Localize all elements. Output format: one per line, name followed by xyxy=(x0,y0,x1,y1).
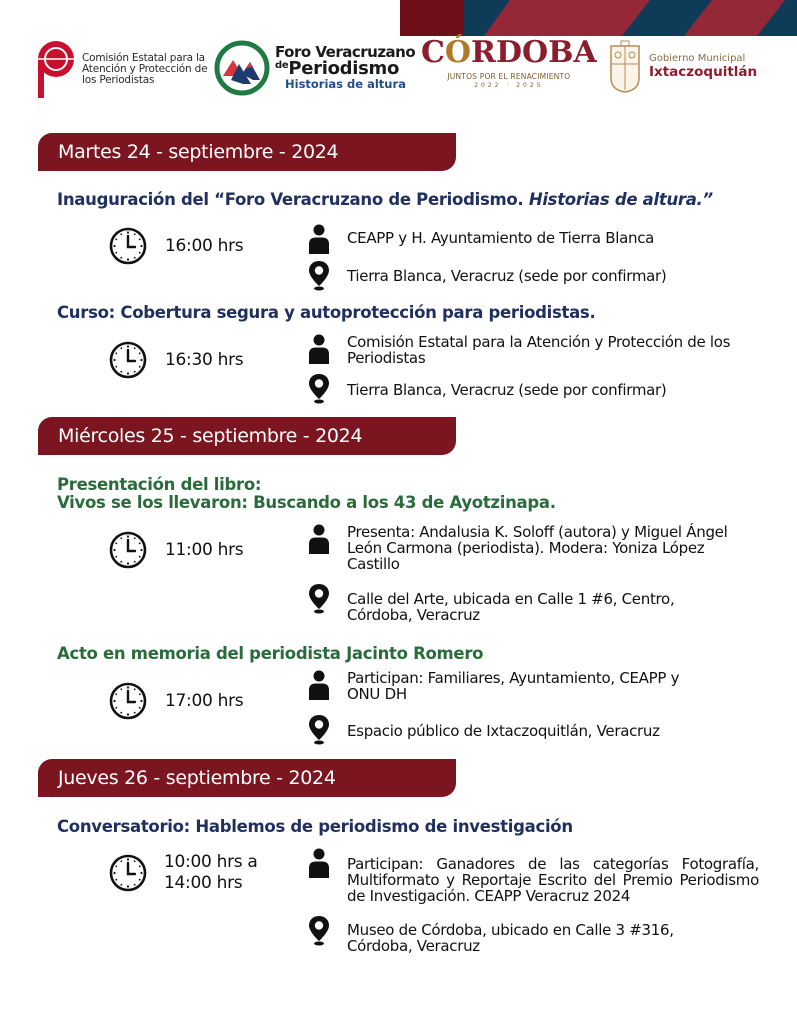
location-pin-icon xyxy=(307,373,331,405)
event-time xyxy=(108,226,243,266)
clock-icon xyxy=(108,226,148,266)
event-participants xyxy=(307,670,707,702)
event-location-text: Tierra Blanca, Veracruz (sede por confirmar) xyxy=(347,381,667,399)
event-time-text: 17:00 hrs xyxy=(165,690,244,711)
person-icon xyxy=(307,848,331,880)
event-location xyxy=(307,915,717,954)
ceapp-name-line3: los Periodistas xyxy=(82,73,155,86)
person-icon xyxy=(307,670,331,702)
event-organizer-text: Comisión Estatal para la Atención y Protección de los Periodistas xyxy=(347,333,731,367)
ixtaczoquitlan-shield-icon xyxy=(607,40,643,94)
day-header-martes: Martes 24 - septiembre - 2024 xyxy=(38,133,456,171)
location-pin-icon xyxy=(307,714,331,746)
event-presenters-text: Presenta: Andalusia K. Soloff (autora) y Miguel Ángel León Carmona (periodista). Modera: Yoniza López Castillo xyxy=(347,523,728,573)
clock-icon xyxy=(108,853,148,893)
event-presenters xyxy=(307,524,742,572)
foro-logo xyxy=(214,40,415,96)
foro-mountain-emblem-icon xyxy=(214,40,270,96)
event-time xyxy=(108,340,243,380)
event-time xyxy=(108,681,243,721)
ixtaczoquitlan-line2: Ixtaczoquitlán xyxy=(649,64,758,81)
cordoba-logo xyxy=(421,35,597,89)
location-pin-icon xyxy=(307,583,331,615)
event-organizer xyxy=(307,224,762,256)
event-participants xyxy=(307,848,759,904)
clock-icon xyxy=(108,681,148,721)
event-title-conversatorio: Conversatorio: Hablemos de periodismo de investigación xyxy=(57,817,573,836)
event-time xyxy=(108,852,258,894)
event-time xyxy=(108,530,243,570)
day-header-miercoles: Miércoles 25 - septiembre - 2024 xyxy=(38,417,456,455)
event-location-text: Museo de Córdoba, ubicado en Calle 3 #316, Córdoba, Veracruz xyxy=(347,921,674,955)
cordoba-tagline: JUNTOS POR EL RENACIMIENTO xyxy=(447,72,571,81)
event-participants-text: Participan: Ganadores de las categorías Fotografía, Multiformato y Reportaje Escrito del Premio Periodismo de Investigación. CEAPP Veracruz 2024 xyxy=(347,855,759,905)
ceapp-emblem-icon xyxy=(36,40,78,98)
foro-name-line1: Foro Veracruzano xyxy=(275,43,416,62)
person-icon xyxy=(307,334,331,366)
location-pin-icon xyxy=(307,915,331,947)
event-location-text: Tierra Blanca, Veracruz (sede por confirmar) xyxy=(347,267,667,285)
foro-tagline: Historias de altura xyxy=(285,77,406,92)
event-location-text: Calle del Arte, ubicada en Calle 1 #6, Centro, Córdoba, Veracruz xyxy=(347,590,675,624)
event-organizer-text: CEAPP y H. Ayuntamiento de Tierra Blanca xyxy=(347,229,655,247)
event-title-inauguracion: Inauguración del “Foro Veracruzano de Periodismo. Historias de altura.” xyxy=(57,190,713,209)
event-location xyxy=(307,714,762,746)
event-title-acto-memoria: Acto en memoria del periodista Jacinto Romero xyxy=(57,644,484,663)
cordoba-years: 2022 · 2025 xyxy=(474,82,544,89)
event-time-text: 16:00 hrs xyxy=(165,235,244,256)
cordoba-name-sun-o: Ó xyxy=(444,35,472,70)
clock-icon xyxy=(108,340,148,380)
ceapp-logo xyxy=(36,40,207,98)
day-header-jueves: Jueves 26 - septiembre - 2024 xyxy=(38,759,456,797)
event-time-text: 11:00 hrs xyxy=(165,539,244,560)
event-location-text: Espacio público de Ixtaczoquitlán, Veracruz xyxy=(347,722,660,740)
location-pin-icon xyxy=(307,260,331,292)
event-participants-text: Participan: Familiares, Ayuntamiento, CEAPP y ONU DH xyxy=(347,669,680,703)
person-icon xyxy=(307,524,331,556)
ixtaczoquitlan-line1: Gobierno Municipal xyxy=(649,53,746,65)
sponsor-logos xyxy=(0,35,797,100)
ceapp-name-line2: Atención y Protección de xyxy=(82,62,208,75)
top-decorative-stripes xyxy=(400,0,797,36)
event-time-text: 16:30 hrs xyxy=(165,349,244,370)
foro-name-prefix: de xyxy=(275,60,289,72)
event-location xyxy=(307,373,762,405)
ixtaczoquitlan-logo xyxy=(607,40,757,94)
person-icon xyxy=(307,224,331,256)
event-title-curso: Curso: Cobertura segura y autoprotección para periodistas. xyxy=(57,303,596,322)
event-title-presentacion-libro: Presentación del libro: Vivos se los llevaron: Buscando a los 43 de Ayotzinapa. xyxy=(57,475,556,512)
event-location xyxy=(307,260,762,292)
event-location xyxy=(307,583,717,623)
cordoba-name-rest: RDOBA xyxy=(471,35,597,70)
clock-icon xyxy=(108,530,148,570)
event-organizer xyxy=(307,334,762,366)
foro-name-line2: Periodismo xyxy=(288,58,400,80)
cordoba-name-c: C xyxy=(421,35,445,70)
ceapp-name-line1: Comisión Estatal para la xyxy=(82,51,205,64)
event-time-text: 10:00 hrs a 14:00 hrs xyxy=(164,852,258,893)
